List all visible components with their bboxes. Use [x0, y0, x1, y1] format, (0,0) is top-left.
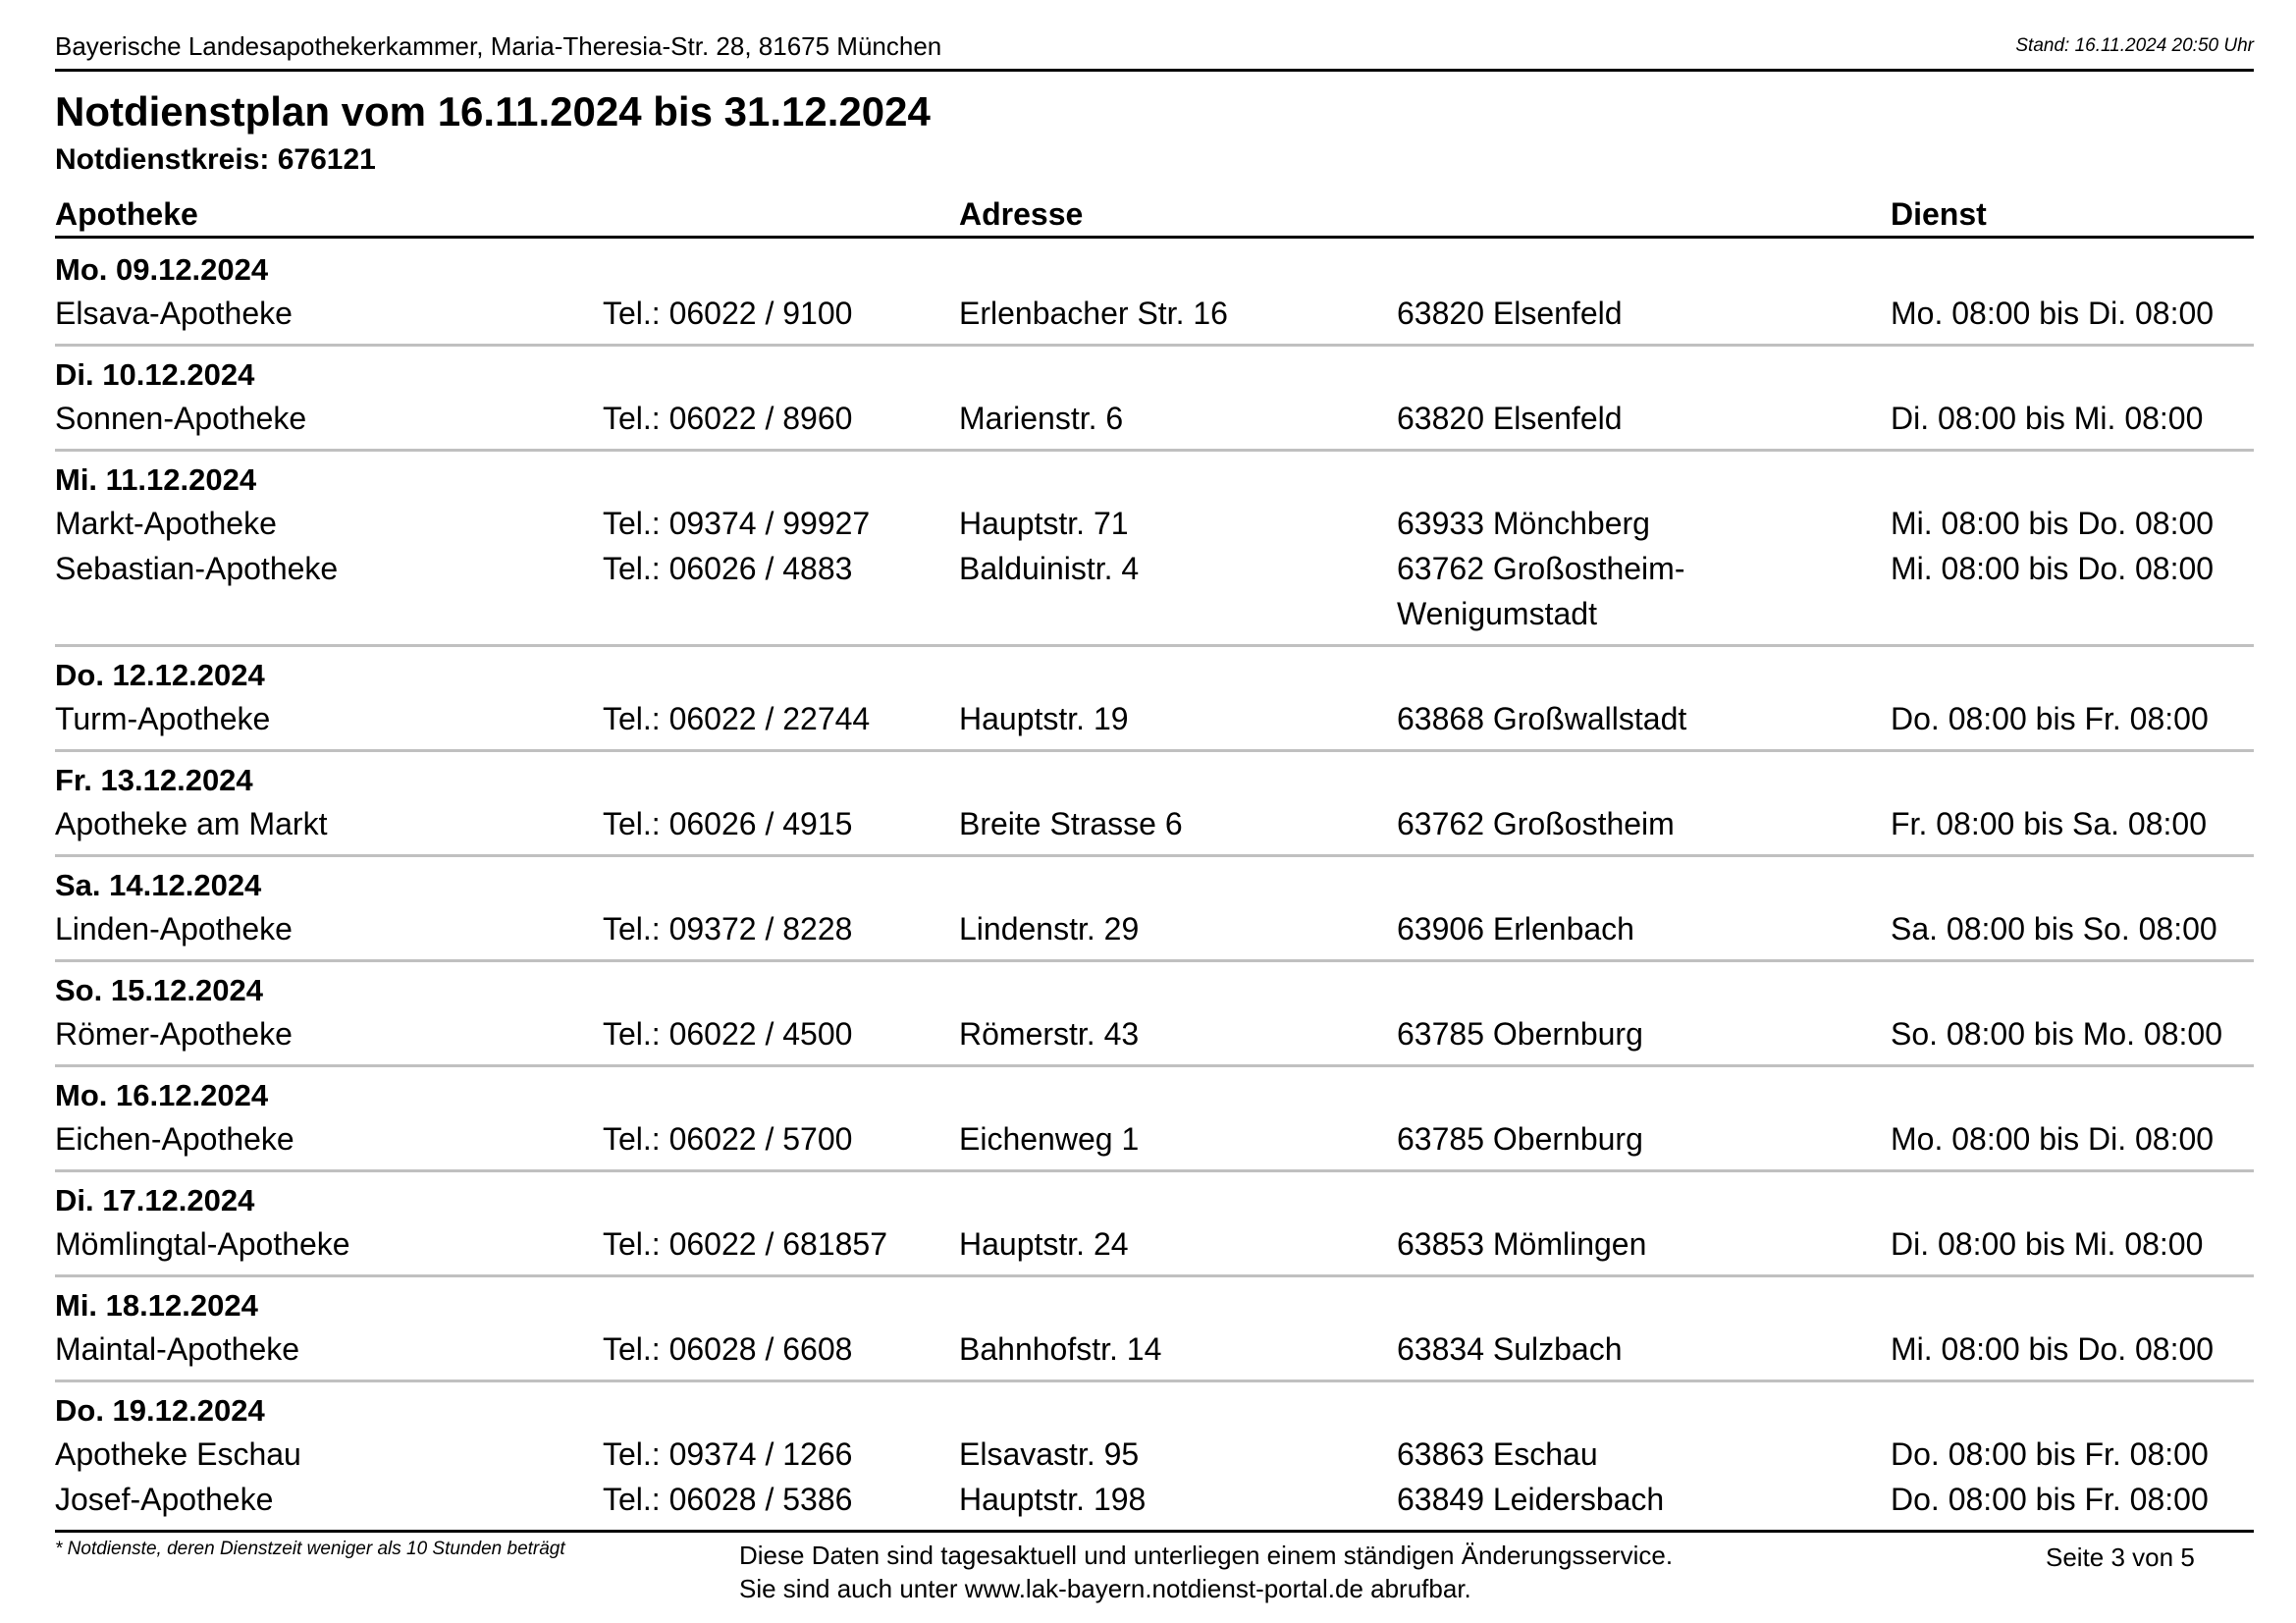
pharmacy-street: Elsavastr. 95	[959, 1436, 1140, 1472]
page-number: Seite 3 von 5	[2046, 1542, 2195, 1572]
pharmacy-street: Erlenbacher Str. 16	[959, 296, 1228, 331]
day-date: Mi. 18.12.2024	[55, 1288, 258, 1323]
pharmacy-name: Elsava-Apotheke	[55, 296, 293, 331]
pharmacy-name: Josef-Apotheke	[55, 1482, 274, 1517]
pharmacy-row	[55, 396, 2254, 441]
pharmacy-phone: Tel.: 06026 / 4883	[603, 551, 853, 586]
document-footer	[55, 1530, 2254, 1603]
pharmacy-name: Markt-Apotheke	[55, 506, 277, 541]
pharmacy-city: 63863 Eschau	[1397, 1436, 1598, 1472]
service-time: Mi. 08:00 bis Do. 08:00	[1891, 551, 2215, 586]
day-date: Mi. 11.12.2024	[55, 462, 257, 497]
day-date: Di. 17.12.2024	[55, 1183, 255, 1217]
pharmacy-city: 63834 Sulzbach	[1397, 1331, 1623, 1367]
pharmacy-city: 63785 Obernburg	[1397, 1121, 1643, 1157]
pharmacy-phone: Tel.: 09372 / 8228	[603, 911, 853, 947]
day-date: Mo. 09.12.2024	[55, 252, 269, 287]
pharmacy-phone: Tel.: 06026 / 4915	[603, 806, 853, 841]
service-time: Mi. 08:00 bis Do. 08:00	[1891, 506, 2215, 541]
pharmacy-name: Apotheke Eschau	[55, 1436, 301, 1472]
service-time: So. 08:00 bis Mo. 08:00	[1891, 1016, 2222, 1052]
pharmacy-city: 63762 Großostheim-Wenigumstadt	[1397, 551, 1685, 631]
day-group	[55, 1277, 2254, 1382]
footer-info-line: Diese Daten sind tagesaktuell und unterliegen einem ständigen Änderungsservice.	[739, 1541, 1674, 1570]
day-group	[55, 1172, 2254, 1277]
pharmacy-street: Breite Strasse 6	[959, 806, 1183, 841]
day-group	[55, 452, 2254, 647]
service-time: Mo. 08:00 bis Di. 08:00	[1891, 296, 2215, 331]
day-group	[55, 242, 2254, 347]
pharmacy-city: 63853 Mömlingen	[1397, 1226, 1647, 1262]
pharmacy-street: Römerstr. 43	[959, 1016, 1140, 1052]
pharmacy-name: Turm-Apotheke	[55, 701, 271, 736]
day-group	[55, 752, 2254, 857]
pharmacy-row	[55, 801, 2254, 846]
pharmacy-row	[55, 1432, 2254, 1477]
day-date: Sa. 14.12.2024	[55, 868, 262, 902]
column-header-dienst: Dienst	[1891, 196, 1987, 232]
day-date: Do. 19.12.2024	[55, 1393, 265, 1428]
day-group	[55, 1067, 2254, 1172]
pharmacy-city: 63933 Mönchberg	[1397, 506, 1650, 541]
day-date: Do. 12.12.2024	[55, 658, 265, 692]
pharmacy-street: Hauptstr. 71	[959, 506, 1129, 541]
day-date: So. 15.12.2024	[55, 973, 263, 1007]
stand-timestamp: Stand: 16.11.2024 20:50 Uhr	[2015, 35, 2254, 56]
pharmacy-street: Balduinistr. 4	[959, 551, 1140, 586]
pharmacy-name: Maintal-Apotheke	[55, 1331, 300, 1367]
pharmacy-street: Hauptstr. 19	[959, 701, 1129, 736]
footer-info	[739, 1539, 1673, 1605]
pharmacy-row	[55, 501, 2254, 546]
pharmacy-phone: Tel.: 06022 / 4500	[603, 1016, 853, 1052]
pharmacy-phone: Tel.: 06028 / 5386	[603, 1482, 853, 1517]
pharmacy-city: 63785 Obernburg	[1397, 1016, 1643, 1052]
pharmacy-street: Lindenstr. 29	[959, 911, 1140, 947]
pharmacy-name: Apotheke am Markt	[55, 806, 328, 841]
service-time: Di. 08:00 bis Mi. 08:00	[1891, 401, 2204, 436]
pharmacy-row	[55, 1477, 2254, 1522]
pharmacy-city: 63820 Elsenfeld	[1397, 401, 1623, 436]
service-time: Do. 08:00 bis Fr. 08:00	[1891, 1436, 2209, 1472]
service-time: Mo. 08:00 bis Di. 08:00	[1891, 1121, 2215, 1157]
pharmacy-city: 63849 Leidersbach	[1397, 1482, 1665, 1517]
organization-address: Bayerische Landesapothekerkammer, Maria-Theresia-Str. 28, 81675 München	[55, 31, 942, 61]
column-header-apotheke: Apotheke	[55, 196, 198, 232]
pharmacy-city: 63906 Erlenbach	[1397, 911, 1634, 947]
column-header-adresse: Adresse	[959, 196, 1084, 232]
schedule-table	[55, 242, 2254, 1533]
table-header	[55, 194, 2254, 239]
pharmacy-row	[55, 546, 2254, 636]
day-group	[55, 1382, 2254, 1533]
pharmacy-city: 63868 Großwallstadt	[1397, 701, 1687, 736]
pharmacy-city: 63762 Großostheim	[1397, 806, 1675, 841]
pharmacy-street: Hauptstr. 198	[959, 1482, 1147, 1517]
service-time: Di. 08:00 bis Mi. 08:00	[1891, 1226, 2204, 1262]
day-group	[55, 962, 2254, 1067]
pharmacy-name: Linden-Apotheke	[55, 911, 293, 947]
pharmacy-phone: Tel.: 06022 / 5700	[603, 1121, 853, 1157]
pharmacy-phone: Tel.: 06022 / 681857	[603, 1226, 888, 1262]
document-header	[55, 31, 2254, 72]
service-time: Sa. 08:00 bis So. 08:00	[1891, 911, 2217, 947]
pharmacy-street: Hauptstr. 24	[959, 1226, 1129, 1262]
day-group	[55, 347, 2254, 452]
pharmacy-name: Mömlingtal-Apotheke	[55, 1226, 350, 1262]
pharmacy-phone: Tel.: 06022 / 22744	[603, 701, 871, 736]
pharmacy-row	[55, 906, 2254, 951]
pharmacy-name: Eichen-Apotheke	[55, 1121, 294, 1157]
day-date: Mo. 16.12.2024	[55, 1078, 269, 1112]
document-page	[55, 0, 2254, 1623]
day-group	[55, 647, 2254, 752]
day-date: Di. 10.12.2024	[55, 357, 255, 392]
pharmacy-street: Marienstr. 6	[959, 401, 1124, 436]
page-title: Notdienstplan vom 16.11.2024 bis 31.12.2024	[55, 88, 931, 135]
pharmacy-phone: Tel.: 06028 / 6608	[603, 1331, 853, 1367]
pharmacy-street: Bahnhofstr. 14	[959, 1331, 1162, 1367]
footer-note: * Notdienste, deren Dienstzeit weniger als 10 Stunden beträgt	[55, 1539, 565, 1559]
day-date: Fr. 13.12.2024	[55, 763, 253, 797]
pharmacy-row	[55, 1011, 2254, 1056]
service-time: Fr. 08:00 bis Sa. 08:00	[1891, 806, 2207, 841]
pharmacy-street: Eichenweg 1	[959, 1121, 1140, 1157]
pharmacy-phone: Tel.: 06022 / 8960	[603, 401, 853, 436]
pharmacy-name: Sonnen-Apotheke	[55, 401, 307, 436]
pharmacy-phone: Tel.: 09374 / 1266	[603, 1436, 853, 1472]
pharmacy-row	[55, 1326, 2254, 1372]
page-subtitle: Notdienstkreis: 676121	[55, 143, 376, 176]
pharmacy-name: Sebastian-Apotheke	[55, 551, 339, 586]
service-time: Do. 08:00 bis Fr. 08:00	[1891, 701, 2209, 736]
pharmacy-row	[55, 291, 2254, 336]
footer-info-line: Sie sind auch unter www.lak-bayern.notdienst-portal.de abrufbar.	[739, 1574, 1471, 1603]
pharmacy-name: Römer-Apotheke	[55, 1016, 293, 1052]
pharmacy-phone: Tel.: 09374 / 99927	[603, 506, 871, 541]
pharmacy-row	[55, 696, 2254, 741]
service-time: Mi. 08:00 bis Do. 08:00	[1891, 1331, 2215, 1367]
service-time: Do. 08:00 bis Fr. 08:00	[1891, 1482, 2209, 1517]
pharmacy-row	[55, 1116, 2254, 1162]
day-group	[55, 857, 2254, 962]
pharmacy-city: 63820 Elsenfeld	[1397, 296, 1623, 331]
pharmacy-row	[55, 1221, 2254, 1267]
pharmacy-phone: Tel.: 06022 / 9100	[603, 296, 853, 331]
